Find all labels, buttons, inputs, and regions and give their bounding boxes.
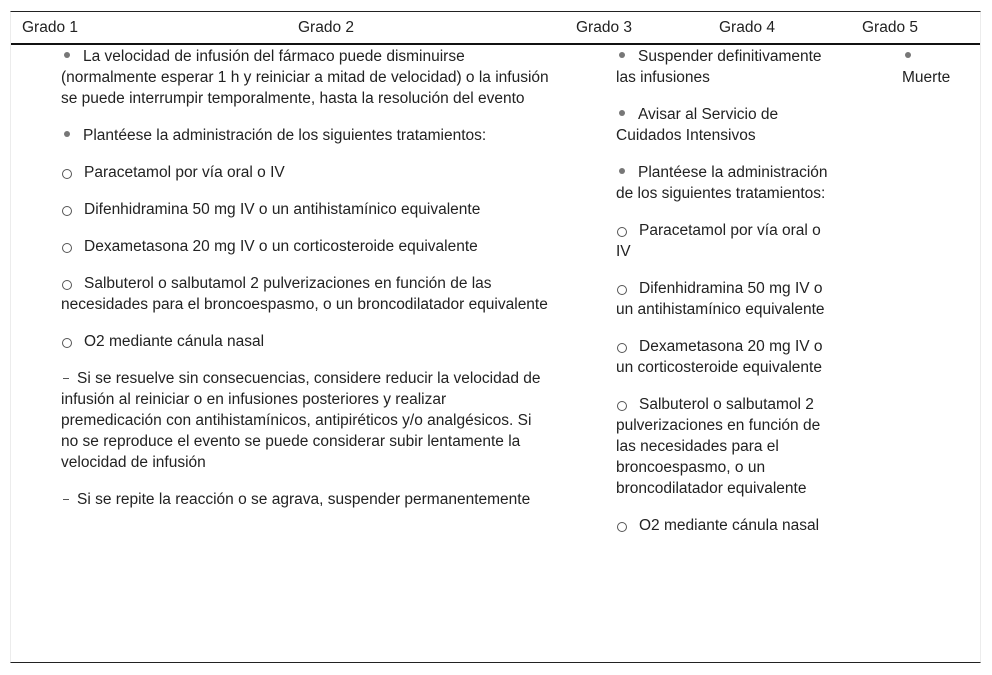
filled-bullet-icon bbox=[905, 52, 911, 58]
hollow-bullet-icon bbox=[62, 280, 72, 290]
header-grado-5: Grado 5 bbox=[862, 19, 919, 36]
list-item bbox=[902, 46, 972, 88]
column-grado-3-4 bbox=[616, 46, 831, 552]
list-item-text: Dexametasona 20 mg IV o un corticosteroide equivalente bbox=[84, 238, 478, 255]
filled-bullet-icon bbox=[619, 110, 625, 116]
list-item-text: Si se resuelve sin consecuencias, considere reducir la velocidad de infusión al reiniciar o en infusiones posteriores y realizar premedicación con antihistamínicos, antipiréticos y/o analgésicos. Si no se reproduce el evento se puede considerar subir lentamente la velocidad de infusión bbox=[61, 370, 541, 471]
list-item bbox=[616, 394, 831, 499]
list-item-text: Salbuterol o salbutamol 2 pulverizaciones en función de las necesidades para el broncoespasmo, o un broncodilatador equivalente bbox=[61, 275, 548, 313]
list-item-text: Muerte bbox=[902, 69, 951, 86]
list-item-text: O2 mediante cánula nasal bbox=[639, 517, 820, 534]
header-grado-1: Grado 1 bbox=[22, 19, 79, 36]
list-item-text: O2 mediante cánula nasal bbox=[84, 333, 265, 350]
list-item-text: Difenhidramina 50 mg IV o un antihistamínico equivalente bbox=[616, 280, 825, 318]
list-item bbox=[616, 162, 831, 204]
list-item bbox=[61, 489, 551, 510]
list-item bbox=[616, 336, 831, 378]
filled-bullet-icon bbox=[64, 52, 70, 58]
list-item-text: Plantéese la administración de los siguientes tratamientos: bbox=[83, 127, 487, 144]
list-item-text: Dexametasona 20 mg IV o un corticosteroide equivalente bbox=[616, 338, 823, 376]
list-item-text: Si se repite la reacción o se agrava, suspender permanentemente bbox=[77, 491, 531, 508]
header-grado-4: Grado 4 bbox=[719, 19, 776, 36]
list-item bbox=[616, 104, 831, 146]
hollow-bullet-icon bbox=[62, 206, 72, 216]
hollow-bullet-icon bbox=[617, 227, 627, 237]
hollow-bullet-icon bbox=[617, 401, 627, 411]
list-item bbox=[61, 331, 551, 352]
list-item bbox=[61, 199, 551, 220]
hollow-bullet-icon bbox=[617, 285, 627, 295]
list-item-text: La velocidad de infusión del fármaco puede disminuirse (normalmente esperar 1 h y reiniciar a mitad de velocidad) o la infusión se puede interrumpir temporalmente, hasta la resolución del evento bbox=[61, 48, 549, 107]
header-grado-2: Grado 2 bbox=[298, 19, 355, 36]
filled-bullet-icon bbox=[619, 52, 625, 58]
filled-bullet-icon bbox=[64, 131, 70, 137]
list-item-text: Paracetamol por vía oral o IV bbox=[616, 222, 821, 260]
dash-icon bbox=[63, 378, 69, 379]
column-grado-2 bbox=[61, 46, 551, 526]
hollow-bullet-icon bbox=[617, 343, 627, 353]
hollow-bullet-icon bbox=[62, 338, 72, 348]
list-item bbox=[61, 125, 551, 146]
list-item bbox=[61, 273, 551, 315]
list-item bbox=[616, 278, 831, 320]
list-item bbox=[616, 515, 831, 536]
hollow-bullet-icon bbox=[617, 522, 627, 532]
list-item bbox=[616, 220, 831, 262]
hollow-bullet-icon bbox=[62, 243, 72, 253]
filled-bullet-icon bbox=[619, 168, 625, 174]
list-item-text: Suspender definitivamente las infusiones bbox=[616, 48, 822, 86]
list-item-text: Difenhidramina 50 mg IV o un antihistamínico equivalente bbox=[84, 201, 481, 218]
hollow-bullet-icon bbox=[62, 169, 72, 179]
list-item bbox=[61, 46, 551, 109]
list-item bbox=[616, 46, 831, 88]
list-item-text: Avisar al Servicio de Cuidados Intensivos bbox=[616, 106, 779, 144]
column-grado-5 bbox=[902, 46, 972, 104]
list-item-text: Plantéese la administración de los siguientes tratamientos: bbox=[616, 164, 828, 202]
list-item bbox=[61, 162, 551, 183]
list-item bbox=[61, 236, 551, 257]
list-item-text: Salbuterol o salbutamol 2 pulverizaciones en función de las necesidades para el broncoespasmo, o un broncodilatador equivalente bbox=[616, 396, 821, 497]
header-grado-3: Grado 3 bbox=[576, 19, 633, 36]
table-header bbox=[11, 12, 980, 45]
grade-table bbox=[10, 11, 981, 663]
dash-icon bbox=[63, 499, 69, 500]
list-item-text: Paracetamol por vía oral o IV bbox=[84, 164, 285, 181]
list-item bbox=[61, 368, 551, 473]
